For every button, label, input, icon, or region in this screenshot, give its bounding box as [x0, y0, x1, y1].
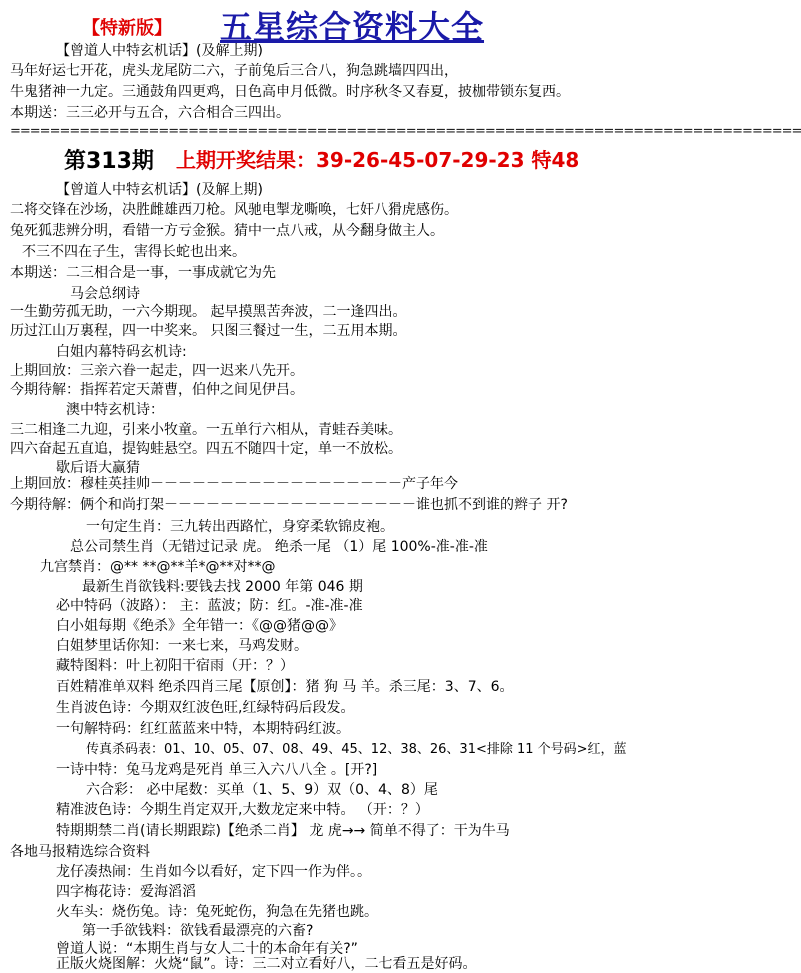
- text-line: 本期送：二三相合是一事，一事成就它为先: [10, 265, 276, 281]
- text-line: 白小姐每期《绝杀》全年错一：《@@猪@@》: [56, 618, 343, 634]
- section-heading: 澳中特玄机诗：: [66, 402, 164, 418]
- text-line: 六合彩： 必中尾数：买单（1、5、9）双（0、4、8）尾: [86, 782, 438, 798]
- text-line: 正版火烧图解：火烧“鼠”。诗：三二对立看好八，二七看五是好码。: [56, 956, 477, 972]
- text-line: 历过江山万裏程，四一中奖来。 只图三餐过一生，二五用本期。: [10, 323, 407, 339]
- text-line: 九宫禁肖：@** **@**羊*@**对**@: [40, 559, 276, 575]
- section-heading: 各地马报精选综合资料: [10, 844, 150, 860]
- text-line: 第一手欲钱料：欲钱看最漂亮的六畜?: [82, 923, 314, 939]
- section-heading: 【曾道人中特玄机话】(及解上期): [56, 182, 263, 198]
- text-line: 一句定生肖：三九转出西路忙，身穿柔软锦皮袍。: [86, 519, 394, 535]
- top-line: 牛鬼猪神一九定。三通鼓角四更鸡，日色高申月低微。时序秋冬又春夏，披枷带锁东复西。: [10, 84, 570, 100]
- edition-badge: 【特新版】: [82, 18, 172, 39]
- top-line: 本期送：三三必开与五合，六合相合三四出。: [10, 105, 290, 121]
- text-line: 四字梅花诗：爱海滔滔: [56, 884, 196, 900]
- text-line: 不三不四在子生，害得长蛇也出来。: [22, 244, 246, 260]
- result-numbers: 39-26-45-07-29-23: [316, 148, 525, 172]
- text-line: 必中特码（波路）： 主：蓝波；防：红。-准-准-准: [56, 598, 363, 614]
- text-line: 曾道人说：“本期生肖与女人二十的本命年有关?”: [56, 941, 358, 957]
- text-line: 精准波色诗：今期生肖定双开,大数龙定来中特。 （开：？）: [56, 802, 429, 818]
- text-line: 一诗中特：兔马龙鸡是死肖 单三入六八八全 。[开?]: [56, 762, 378, 778]
- result-label: 上期开奖结果：: [176, 148, 316, 172]
- text-line: 龙仔凑热闹：生肖如今以看好，定下四一作为伴。。: [56, 864, 371, 880]
- text-line: 火车头：烧伤兔。诗：兔死蛇伤，狗急在先猪也跳。: [56, 904, 378, 920]
- text-line: 上期回放：穆桂英挂帅－－－－－－－－－－－－－－－－－－产子年今: [10, 476, 458, 492]
- section-heading: 马会总纲诗: [70, 286, 140, 302]
- text-line: 四六奋起五直追，提钩蛙悬空。四五不随四十定，单一不放松。: [10, 441, 402, 457]
- text-line: 今期待解：俩个和尚打架－－－－－－－－－－－－－－－－－－谁也抓不到谁的辫子 开?: [10, 497, 568, 513]
- text-line: 兔死狐悲辨分明，看错一方亏金猴。猜中一点八戒，从今翻身做主人。: [10, 223, 444, 239]
- text-line: 一句解特码：红红蓝蓝来中特，本期特码红波。: [56, 721, 350, 737]
- last-result: [176, 144, 579, 173]
- top-line: 马年好运七开花，虎头龙尾防二六，子前兔后三合八，狗急跳墙四四出，: [10, 63, 458, 79]
- text-line: 最新生肖欲钱料:要钱去找 2000 年第 046 期: [82, 579, 363, 595]
- text-line: 生肖波色诗：今期双红波色旺,红绿特码后段发。: [56, 700, 355, 716]
- text-line: 白姐梦里话你知：一来七来，马鸡发财。: [56, 638, 308, 654]
- text-line: 二将交锋在沙场，决胜雌雄西刀枪。风驰电掣龙嘶唤，七奸八猾虎感伤。: [10, 202, 458, 218]
- top-heading: 【曾道人中特玄机话】(及解上期): [56, 43, 263, 59]
- text-line: 特期期禁二肖(请长期跟踪)【绝杀二肖】 龙 虎→→ 简单不得了：干为牛马: [56, 823, 510, 839]
- issue-period: 第313期: [64, 149, 154, 174]
- text-line: 三二相逢二九迎，引来小牧童。一五单行六相从，青蛙吞美味。: [10, 422, 402, 438]
- section-heading: 白姐内幕特码玄机诗:: [56, 344, 187, 360]
- section-heading: 歇后语大赢猜: [56, 460, 140, 476]
- page-title: 五星综合资料大全: [220, 8, 485, 46]
- text-line: 传真杀码表：01、10、05、07、08、49、45、12、38、26、31<排除 11 个号码>红，蓝: [86, 742, 627, 757]
- special-number: 特48: [531, 148, 580, 172]
- separator: ================================================================================: [10, 124, 801, 139]
- text-line: 总公司禁生肖（无错过记录 虎。 绝杀一尾 （1）尾 100%-准-准-准: [70, 539, 488, 555]
- text-line: 一生勤劳孤无助，一六今期现。 起早摸黑苦奔波，二一逢四出。: [10, 304, 407, 320]
- text-line: 百姓精准单双料 绝杀四肖三尾【原创】：猪 狗 马 羊。杀三尾：3、7、6。: [56, 679, 514, 695]
- text-line: 今期待解：指挥若定天萧曹，伯仲之间见伊吕。: [10, 382, 304, 398]
- text-line: 上期回放：三亲六眷一起走，四一迟来八先开。: [10, 363, 304, 379]
- text-line: 藏特图料：叶上初阳干宿雨（开：？）: [56, 658, 294, 674]
